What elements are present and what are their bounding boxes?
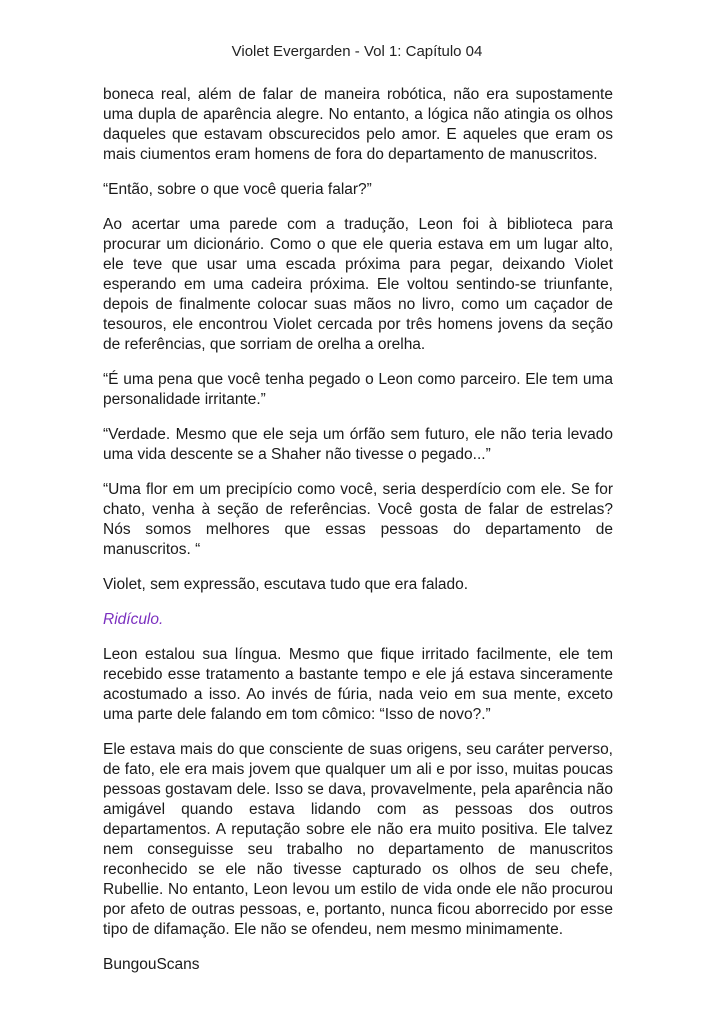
paragraph-dialogue: “É uma pena que você tenha pegado o Leon como parceiro. Ele tem uma personalidade irritante.” [103, 371, 613, 408]
paragraph-dialogue: “Uma flor em um precipício como você, seria desperdício com ele. Se for chato, venha à seção de referências. Você gosta de falar de estrelas? Nós somos melhores que essas pessoas do departamento de manuscritos. “ [103, 481, 613, 558]
paragraph: boneca real, além de falar de maneira robótica, não era supostamente uma dupla de aparência alegre. No entanto, a lógica não atingia os olhos daqueles que estavam obscurecidos pelo amor. E aqueles que eram os mais ciumentos eram homens de fora do departamento de manuscritos. [103, 86, 613, 163]
paragraph: Ao acertar uma parede com a tradução, Leon foi à biblioteca para procurar um dicionário. Como o que ele queria estava em um lugar alto, ele teve que usar uma escada próxima para pegar, deixando Violet esperando em uma cadeira próxima. Ele voltou sentindo-se triunfante, depois de finalmente colocar suas mãos no livro, como um caçador de tesouros, ele encontrou Violet cercada por três homens jovens da seção de referências, que sorriam de orelha a orelha. [103, 216, 613, 353]
page-header-title: Violet Evergarden - Vol 1: Capítulo 04 [231, 43, 483, 60]
paragraph: Leon estalou sua língua. Mesmo que fique irritado facilmente, ele tem recebido esse tratamento a bastante tempo e ele já estava sinceramente acostumado a isso. Ao invés de fúria, nada veio em sua mente, exceto uma parte dele falando em tom cômico: “Isso de novo?.” [103, 646, 613, 723]
footer-credit: BungouScans [103, 956, 200, 973]
document-body [103, 85, 613, 990]
paragraph: Ele estava mais do que consciente de suas origens, seu caráter perverso, de fato, ele era mais jovem que qualquer um ali e por isso, muitas poucas pessoas gostavam dele. Isso se dava, provavelmente, pela aparência não amigável quando estava lidando com as pessoas dos outros departamentos. A reputação sobre ele não era muito positiva. Ele talvez nem conseguisse seu trabalho no departamento de manuscritos reconhecido se ele não tivesse capturado os olhos de seu chefe, Rubellie. No entanto, Leon levou um estilo de vida onde ele não procurou por afeto de outras pessoas, e, portanto, nunca ficou aborrecido por esse tipo de difamação. Ele não se ofendeu, nem mesmo minimamente. [103, 741, 613, 938]
paragraph: Violet, sem expressão, escutava tudo que era falado. [103, 576, 469, 593]
paragraph-italic-thought: Ridículo. [103, 611, 164, 628]
paragraph-dialogue: “Verdade. Mesmo que ele seja um órfão sem futuro, ele não teria levado uma vida descente se a Shaher não tivesse o pegado...” [103, 426, 613, 463]
paragraph-dialogue: “Então, sobre o que você queria falar?” [103, 181, 372, 198]
